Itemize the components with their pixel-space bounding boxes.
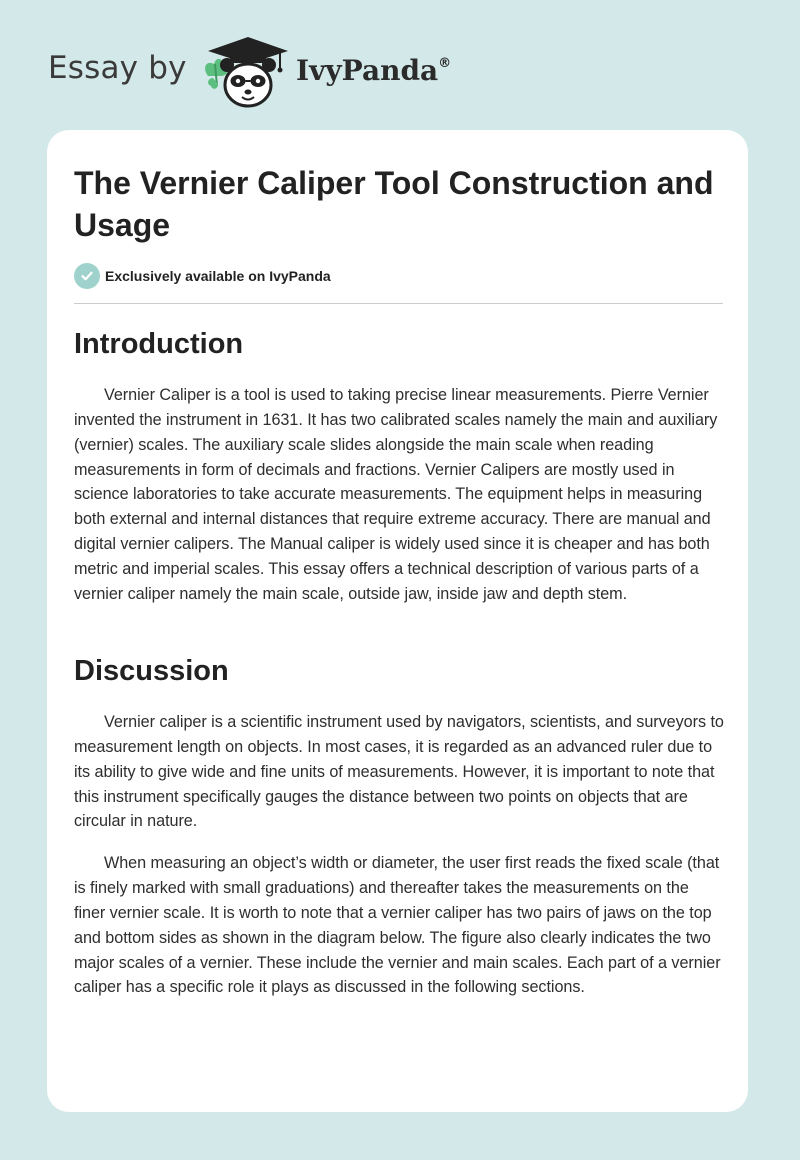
- brand-text: IvyPanda: [296, 54, 439, 87]
- essay-title: The Vernier Caliper Tool Construction and Usage: [74, 165, 714, 243]
- exclusive-badge-label: Exclusively available on IvyPanda: [105, 268, 331, 284]
- paragraph: Vernier caliper is a scientific instrument used by navigators, scientists, and surveyors to measurement length on objects. In most cases, it is regarded as an advanced ruler due to its ability to give wide and fine units of measurements. However, it is important to note that this instrument specifically gauges the distance between two points on objects that are circular in nature.: [74, 713, 724, 831]
- brand-name[interactable]: [296, 54, 451, 87]
- title-divider: [74, 303, 723, 304]
- checkmark-icon: [74, 263, 100, 289]
- discussion-section: [74, 653, 724, 1000]
- section-heading: Discussion: [74, 655, 229, 687]
- ivypanda-logo-icon[interactable]: [200, 34, 296, 110]
- section-heading: Introduction: [74, 328, 244, 360]
- essay-card: [47, 130, 748, 1112]
- paragraph: Vernier Caliper is a tool is used to taking precise linear measurements. Pierre Vernier invented the instrument in 1631. It has two calibrated scales namely the main and auxiliary (vernier) scales. The auxiliary scale slides alongside the main scale when reading measurements in form of decimals and fractions. Vernier Calipers are mostly used in science laboratories to take accurate measurements. The equipment helps in measuring both external and internal distances that require extreme accuracy. There are manual and digital vernier calipers. The Manual caliper is widely used since it is cheaper and has both metric and imperial scales. This essay offers a technical description of various parts of a vernier caliper namely the main scale, outside jaw, inside jaw and depth stem.: [74, 386, 718, 603]
- introduction-section: [74, 326, 724, 607]
- registered-mark: ®: [438, 56, 452, 71]
- exclusive-badge: [74, 263, 331, 289]
- site-header: [0, 0, 800, 130]
- essay-by-label: Essay by: [48, 50, 187, 86]
- paragraph: When measuring an object’s width or diameter, the user first reads the fixed scale (that is finely marked with small graduations) and thereafter takes the measurements on the finer vernier scale. It is worth to note that a vernier caliper has two pairs of jaws on the top and bottom sides as shown in the diagram below. The figure also clearly indicates the two major scales of a vernier. These include the vernier and main scales. Each part of a vernier caliper has a specific role it plays as discussed in the following sections.: [74, 854, 721, 997]
